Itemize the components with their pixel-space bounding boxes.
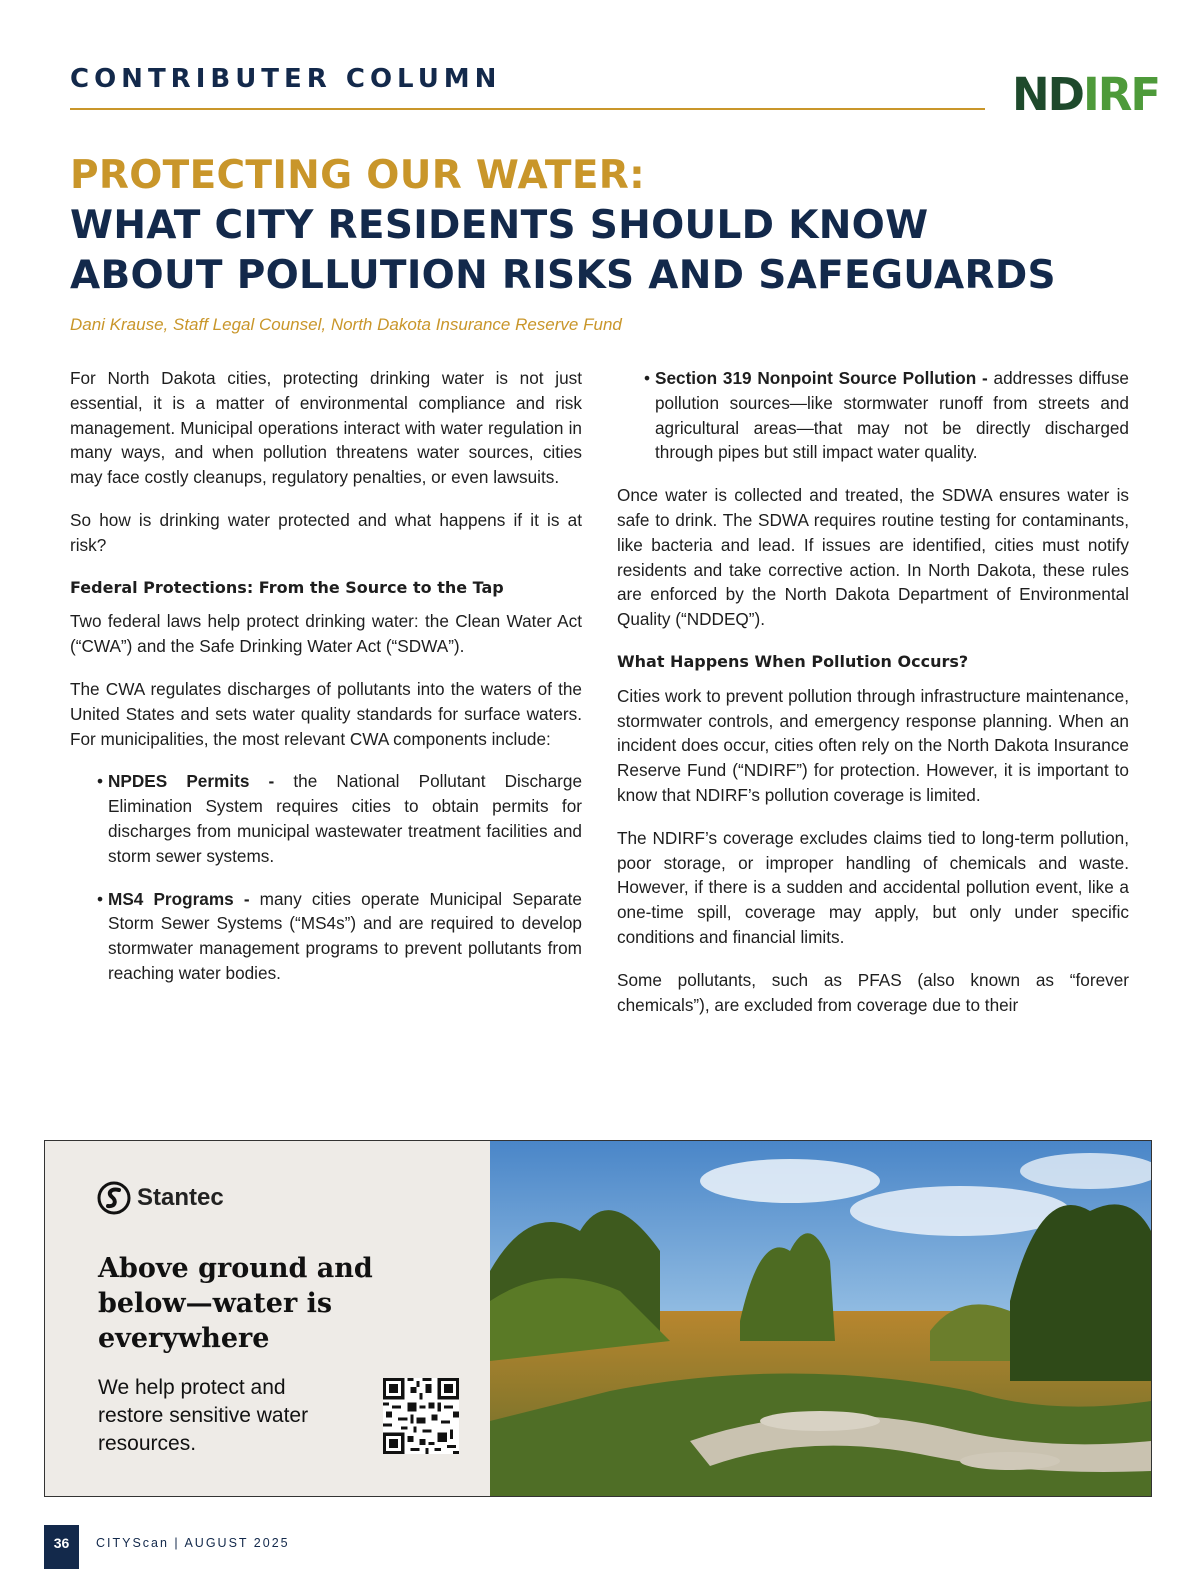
subheading: What Happens When Pollution Occurs? [617, 651, 969, 671]
right-column [617, 366, 1129, 1035]
paragraph: The NDIRF’s coverage excludes claims tied to long-term pollution, poor storage, or improper handling of chemicals and waste. However, if there is a sudden and accidental pollution event, like a one-time spill, coverage may apply, but only under specific conditions and financial limits. [617, 827, 1129, 947]
byline: Dani Krause, Staff Legal Counsel, North Dakota Insurance Reserve Fund [70, 315, 622, 334]
bullet-title: Section 319 Nonpoint Source Pollution - [655, 368, 988, 388]
title-line-2: WHAT CITY RESIDENTS SHOULD KNOW [70, 203, 929, 248]
bullet-title: MS4 Programs - [108, 888, 250, 909]
paragraph: Two federal laws help protect drinking water: the Clean Water Act (“CWA”) and the Safe Drinking Water Act (“SDWA”). [70, 611, 582, 657]
wetland-photo [490, 1141, 1151, 1496]
bullet-ms4 [70, 887, 582, 986]
footer-publication: CITYScan | AUGUST 2025 [96, 1536, 290, 1550]
stantec-s-icon [97, 1181, 131, 1215]
left-column [70, 366, 582, 1004]
article-title [70, 151, 1130, 301]
bullet-text: addresses diffuse pollution sources—like stormwater runoff from streets and agricultural areas—that may not be directly discharged through pipes but still impact water quality. [655, 368, 1129, 463]
bullet-title: NPDES Permits - [108, 771, 275, 792]
ad-subtext: We help protect and restore sensitive water resources. [98, 1376, 309, 1455]
ndirf-logo [1012, 70, 1159, 120]
stantec-advertisement[interactable] [44, 1140, 1152, 1497]
bullet-text: many cities operate Municipal Separate Storm Sewer Systems (“MS4s”) and are required to develop stormwater management programs to prevent pollutants from reaching water bodies. [108, 888, 582, 983]
paragraph: Once water is collected and treated, the SDWA ensures water is safe to drink. The SDWA requires routine testing for contaminants, like bacteria and lead. If issues are identified, cities must notify residents and take corrective action. In North Dakota, these rules are enforced by the North Dakota Department of Environmental Quality (“NDDEQ”). [617, 485, 1129, 630]
paragraph: So how is drinking water protected and what happens if it is at risk? [70, 509, 582, 555]
ad-text-panel [45, 1141, 490, 1496]
paragraph: Some pollutants, such as PFAS (also known as “forever chemicals”), are excluded from coverage due to their [617, 969, 1129, 1015]
paragraph: The CWA regulates discharges of pollutants into the waters of the United States and sets water quality standards for surface waters. For municipalities, the most relevant CWA components include: [70, 678, 582, 749]
logo-text-b: IRF [1083, 68, 1160, 121]
bullet-text: the National Pollutant Discharge Elimination System requires cities to obtain permits for discharges from municipal wastewater treatment facilities and storm sewer systems. [108, 771, 583, 866]
paragraph: Cities work to prevent pollution through infrastructure maintenance, stormwater controls, and emergency response planning. When an incident does occur, cities often rely on the North Dakota Insurance Reserve Fund (“NDIRF”) for protection. However, it is important to know that NDIRF’s pollution coverage is limited. [617, 685, 1129, 805]
brand-name: Stantec [137, 1184, 224, 1211]
bullet-npdes [70, 769, 582, 868]
header-divider [70, 108, 985, 110]
ad-headline: Above ground and below—water is everywhere [98, 1253, 373, 1354]
page-number: 36 [53, 1535, 70, 1551]
bullet-section-319 [617, 366, 1129, 465]
stantec-logo [97, 1181, 224, 1215]
paragraph: For North Dakota cities, protecting drinking water is not just essential, it is a matter of environmental compliance and risk management. Municipal operations interact with water regulation in many ways, and when pollution threatens water sources, cities may face costly cleanups, regulatory penalties, or even lawsuits. [70, 368, 582, 488]
logo-text-a: ND [1012, 68, 1084, 121]
qr-code-icon[interactable] [383, 1378, 459, 1454]
page-number-box [44, 1525, 79, 1569]
title-line-3: ABOUT POLLUTION RISKS AND SAFEGUARDS [70, 253, 1056, 298]
title-line-1: PROTECTING OUR WATER: [70, 153, 645, 198]
subheading: Federal Protections: From the Source to the Tap [70, 577, 504, 597]
section-label: CONTRIBUTER COLUMN [70, 64, 502, 94]
